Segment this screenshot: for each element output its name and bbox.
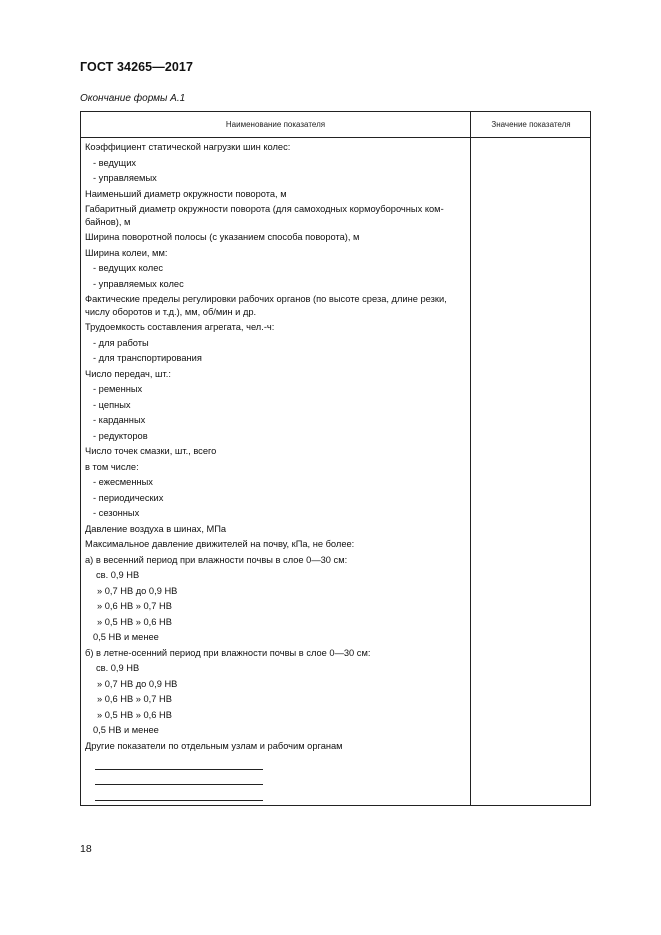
indicator-row: - цепных — [93, 399, 131, 410]
indicator-row: Коэффициент статической нагрузки шин колес: — [85, 142, 291, 152]
indicator-row: » 0,7 НВ до 0,9 НВ — [97, 678, 178, 689]
column-header-value: Значение показателя — [491, 120, 571, 129]
indicator-row: - сезонных — [93, 508, 140, 518]
indicator-row: - управляемых — [93, 173, 157, 183]
document-title: ГОСТ 34265—2017 — [80, 60, 194, 74]
indicator-row: Наименьший диаметр окружности поворота, м — [85, 188, 287, 199]
fill-in-blank-line — [95, 785, 263, 801]
indicator-row: Число передач, шт.: — [85, 368, 171, 379]
indicator-row: Ширина колеи, мм: — [85, 247, 168, 258]
indicator-row: Ширина поворотной полосы (с указанием способа поворота), м — [85, 232, 360, 242]
indicator-row: - ведущих — [93, 157, 137, 168]
page-number: 18 — [80, 843, 92, 855]
indicator-row: - карданных — [93, 415, 146, 425]
fill-in-blank-line — [95, 770, 263, 786]
indicator-row: - периодических — [93, 492, 164, 503]
form-table — [80, 111, 591, 806]
indicator-row: - редукторов — [93, 430, 148, 441]
indicator-row: » 0,7 НВ до 0,9 НВ — [97, 585, 178, 596]
indicator-list — [81, 140, 470, 801]
indicator-row: Максимальное давление движителей на почву, кПа, не более: — [85, 539, 355, 549]
indicator-row: 0,5 НВ и менее — [93, 725, 159, 735]
column-divider — [470, 112, 471, 805]
indicator-row: - для работы — [93, 337, 149, 348]
indicator-row: Число точек смазки, шт., всего — [85, 446, 217, 456]
indicator-row: св. 0,9 НВ — [96, 663, 140, 673]
indicator-row: - управляемых колес — [93, 278, 184, 289]
indicator-row: - для транспортирования — [93, 353, 202, 363]
indicator-row: - ременных — [93, 384, 143, 394]
indicator-row: Трудоемкость составления агрегата, чел.-ч: — [85, 322, 275, 332]
column-header-name: Наименование показателя — [225, 120, 326, 129]
indicator-row: » 0,6 НВ » 0,7 НВ — [97, 694, 172, 704]
indicator-row: - ежесменных — [93, 477, 153, 487]
indicator-row: Фактические пределы регулировки рабочих органов (по высоте среза, длине резки, числу оборотов и т.д.), мм, об/мин и др. — [85, 294, 447, 317]
indicator-row: Другие показатели по отдельным узлам и рабочим органам — [85, 740, 343, 751]
indicator-row: в том числе: — [85, 461, 139, 472]
indicator-row: св. 0,9 НВ — [96, 570, 140, 580]
indicator-row: Габаритный диаметр окружности поворота (для самоходных кормоуборочных комбайнов), м — [85, 204, 444, 227]
indicator-row: 0,5 НВ и менее — [93, 632, 159, 642]
header-divider — [81, 137, 590, 138]
indicator-row: » 0,6 НВ » 0,7 НВ — [97, 601, 172, 611]
indicator-row: а) в весенний период при влажности почвы в слое 0—30 см: — [85, 554, 348, 565]
indicator-row: Давление воздуха в шинах, МПа — [85, 523, 227, 534]
indicator-row: б) в летне-осенний период при влажности почвы в слое 0—30 см: — [85, 647, 371, 658]
indicator-row: - ведущих колес — [93, 263, 164, 273]
indicator-row: » 0,5 НВ » 0,6 НВ — [97, 616, 172, 627]
indicator-row: » 0,5 НВ » 0,6 НВ — [97, 709, 172, 720]
fill-in-blank-line — [95, 754, 263, 770]
form-caption: Окончание формы А.1 — [80, 93, 186, 104]
